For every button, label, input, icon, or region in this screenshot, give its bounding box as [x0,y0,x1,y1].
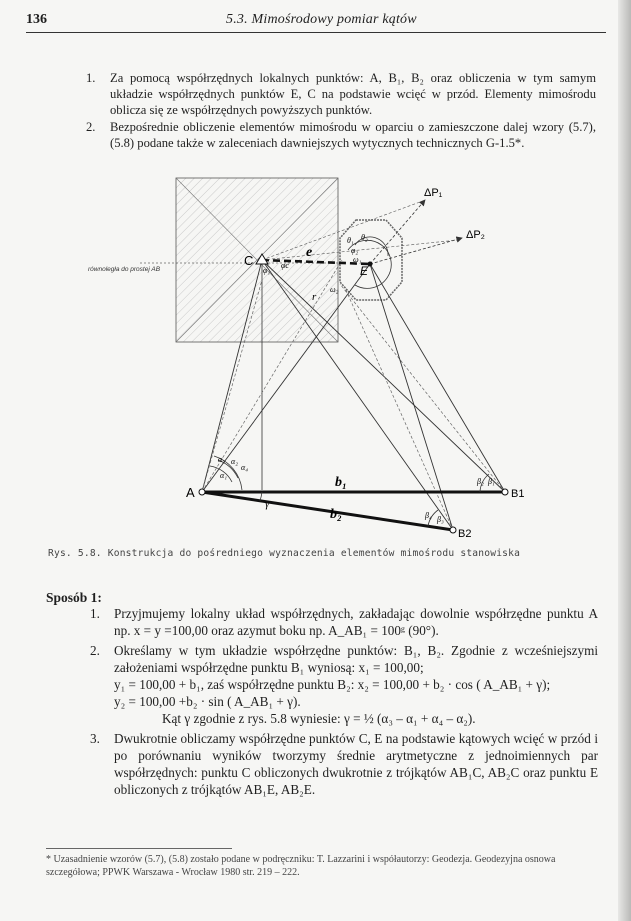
label-b1-line: b₁ [335,475,347,490]
ray-b2-e [370,264,453,530]
parallel-label: równoległa do prostej AB [88,266,161,273]
label-r: r [312,291,317,303]
list-text: Przyjmujemy lokalny układ współrzędnych, zakładając dowolnie współrzędne punktu A np. x = y =100,00 oraz azymut boku np. A_AB₁ = 100ᵍ (90°). [114,606,598,638]
list-item [90,730,598,798]
list-item [86,70,596,119]
list-number: 2. [86,119,96,134]
label-alpha1: α₁ [220,471,227,480]
label-phi2: φ₂ [351,246,359,255]
label-b2: B2 [458,528,472,540]
point-b1 [502,489,508,495]
label-alpha4: α₄ [241,463,248,472]
list-text: Dwukrotnie obliczamy współrzędne punktów C, E na podstawie kątowych wcięć w przód i po porównaniu wyników tworzymy średnie arytmetyczne z jednoimiennych par współrzędnych: punktu C obliczonych dwukrotnie z trójkątów AB₁C, AB₂C oraz punktu E obliczonych z trójkątów AB₁E, AB₂E. [114,731,598,797]
footnote-rule [46,848,232,849]
label-phi-c: φc [281,261,289,270]
label-alpha2: α₂ [231,457,238,466]
text-line: Kąt γ zgodnie z rys. 5.8 wyniesie: γ = ½ (α₃ – α₁ + α₄ – α₂). [162,711,476,726]
list-number: 3. [90,731,100,746]
list-item [90,605,598,639]
text-line: y₁ = 100,00 + b₁, zaś współrzędne punktu B₂: x₂ = 100,00 + b₂ · cos ( A_AB₁ + γ); [114,677,551,692]
list-item [86,119,596,151]
label-omega1: ω₁ [353,255,362,264]
list-text [114,642,598,727]
dir-p1 [370,200,425,264]
point-e [368,262,373,267]
running-title: 5.3. Mimośrodowy pomiar kątów [226,12,417,27]
label-b2-line: b₂ [330,507,342,522]
ray-b2-octagon [345,288,453,530]
label-alpha3: α₃ [218,455,225,464]
footnote: * Uzasadnienie wzorów (5.7), (5.8) zostało podane w podręczniku: T. Lazzarini i współautorzy: Geodezja. Geodezyjna osnowa szczegółowa; PPWK Warszawa - Wrocław 1980 str. 219 – 222. [46,854,556,878]
steps-list [90,605,598,801]
list-number: 1. [90,606,100,621]
page-edge-shadow [618,0,631,921]
ray-b1-e [370,264,505,492]
list-number: 1. [86,71,96,85]
list-item [90,642,598,727]
figure-caption: Rys. 5.8. Konstrukcja do pośredniego wyznaczenia elementów mimośrodu stanowiska [48,548,521,559]
list-number: 2. [90,643,100,658]
label-phi1: φ₁ [263,266,271,275]
intro-list [86,70,596,151]
point-a [199,489,205,495]
label-p1: ΔP₁ [424,187,443,199]
label-c: C [244,253,254,268]
label-theta1: θ₁ [347,236,354,245]
label-omega2: ω₂ [330,285,339,294]
label-e-ecc: e [306,245,313,260]
label-beta3: β₃ [437,515,444,524]
label-e: E [360,264,369,278]
dir-p2 [370,238,462,264]
label-b1: B1 [511,488,525,500]
label-p2: ΔP₂ [466,229,485,241]
label-a: A [186,485,195,500]
list-text: Bezpośrednie obliczenie elementów mimośrodu w oparciu o zamieszczone dalej wzory (5.7), (5.8) podane także w zaleceniach dawniejszych wytycznych technicznych G-1.5*. [110,119,596,150]
label-beta4: β₄ [425,511,432,520]
label-beta1: β₁ [488,477,495,486]
label-beta2: β₂ [477,477,484,486]
running-header [26,10,608,32]
label-gamma: γ [265,498,270,510]
ray-b1-c [262,260,505,492]
label-theta2: θ₂ [361,233,368,242]
page-number: 136 [26,12,47,27]
text-line: Określamy w tym układzie współrzędne punktów: B₁, B₂. Zgodnie z wcześniejszymi założeniami współrzędne punktu B₁ wyniosą: x₁ = 100,00; [114,643,598,675]
list-text: Za pomocą współrzędnych lokalnych punktów: A, B₁, B₂ oraz obliczenia w tym samym układzie współrzędnych punktów E, C na podstawie wcięć w przód. Elementy mimośrodu oblicza się ze współrzędnych powyższych punktów. [110,71,596,118]
line-b2 [202,492,453,530]
method-title: Sposób 1: [46,590,102,605]
point-b2 [450,527,456,533]
text-line: y₂ = 100,00 +b₂ · sin ( A_AB₁ + γ). [114,694,301,709]
figure-5-8 [0,160,618,555]
header-rule [26,32,606,33]
